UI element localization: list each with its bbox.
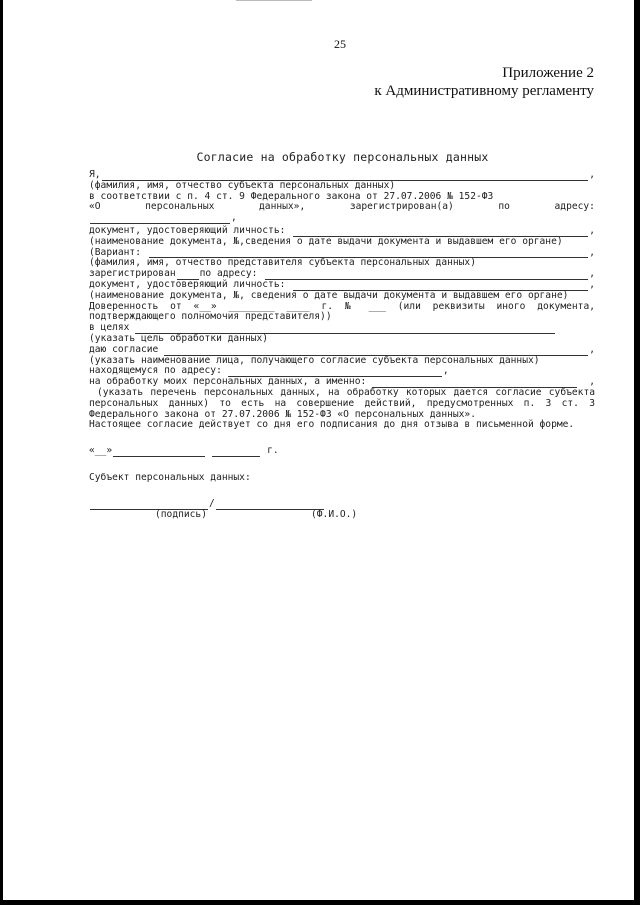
date-open: «__» (89, 444, 113, 456)
date-month-field[interactable] (113, 448, 205, 457)
law-word: по (498, 201, 510, 213)
power-of-attorney-text: Доверенность от «__» ________ ____ г. № ___ (или реквизиты иного документа, подтверждающего полномочия представителя)) (89, 300, 595, 323)
law-word: адресу: (554, 201, 595, 213)
rep-address-label: по адресу: (199, 268, 258, 280)
comma: , (589, 343, 595, 355)
rep-id-document-label: документ, удостоверяющий личность: (89, 278, 286, 290)
comma: , (589, 169, 595, 180)
scan-top-mark (236, 0, 312, 1)
purpose-hint: (указать цель обработки данных) (89, 332, 269, 344)
appendix-header (374, 64, 594, 100)
fio-field[interactable] (216, 501, 324, 510)
id-document-label: документ, удостоверяющий личность: (89, 224, 286, 236)
consent-row (89, 345, 595, 356)
subject-address-row (89, 213, 595, 224)
located-label: находящемуся по адресу: (89, 365, 222, 377)
law-name-row (89, 202, 595, 213)
subject-address-field[interactable] (90, 215, 230, 224)
scan-border-bottom (0, 900, 640, 905)
comma: , (589, 278, 595, 290)
recipient-hint: (указать наименование лица, получающего согласие субъекта персональных данных) (89, 354, 540, 366)
subject-hint: (фамилия, имя, отчество субъекта персональных данных) (89, 179, 396, 191)
rep-address-field[interactable] (265, 271, 588, 280)
validity-text: Настоящее согласие действует со дня его подписания до дня отзыва в письменной форме. (89, 419, 575, 431)
date-year-field[interactable] (212, 448, 260, 457)
rep-id-document-hint: (наименование документа, №, сведения о дате выдачи документа и выдавшем его органе) (89, 289, 569, 301)
law-word: зарегистрирован(а) (349, 201, 454, 213)
representative-hint: (фамилия, имя, отчество представителя субъекта персональных данных) (89, 257, 476, 269)
signature-captions (89, 510, 595, 521)
comma: , (231, 212, 237, 224)
id-document-hint: (наименование документа, №,сведения о дате выдачи документа и выдавшем его органе) (89, 235, 563, 247)
page-number: 25 (334, 37, 346, 51)
appendix-line-1: Приложение 2 (502, 65, 594, 81)
date-row (89, 446, 595, 457)
comma: , (589, 224, 595, 236)
law-reference-line: в соответствии с п. 4 ст. 9 Федерального закона от 27.07.2006 № 152-ФЗ (89, 190, 494, 202)
law-word: данных», (259, 201, 306, 213)
fio-caption: (Ф.И.О.) (311, 508, 358, 520)
signature-slash: / (209, 498, 215, 510)
signature-caption: (подпись) (155, 508, 207, 520)
date-suffix: г. (267, 444, 279, 456)
scan-border-left (0, 0, 3, 905)
i-prefix: Я, (89, 169, 101, 180)
consent-form (89, 170, 595, 521)
consent-label: даю согласие (89, 343, 159, 355)
comma: , (589, 246, 595, 258)
comma: , (589, 268, 595, 280)
personal-data-list-hint: (указать перечень персональных данных, на обработку которых дается согласие субъекта персональных данных) то есть на совершение действий, предусмотренных п. 3 ст. 3 Федерального закона от 27.07.2006 № 152-ФЗ «О персональных данных». (89, 386, 595, 420)
appendix-line-2: к Административному регламенту (374, 83, 594, 99)
scan-border-right (634, 0, 640, 905)
comma: , (442, 365, 449, 377)
comma: , (589, 376, 595, 388)
rep-registered-label: зарегистрирован (89, 268, 176, 280)
law-word: персональных (145, 201, 215, 213)
subject-signature-label: Субъект персональных данных: (89, 471, 251, 483)
variant-label: (Вариант: (89, 246, 141, 258)
document-title: Согласие на обработку персональных данных (196, 150, 489, 164)
law-word: «О (89, 201, 101, 213)
purpose-label: в целях (89, 322, 130, 334)
processing-label: на обработку моих персональных данных, а именно: (89, 376, 367, 388)
